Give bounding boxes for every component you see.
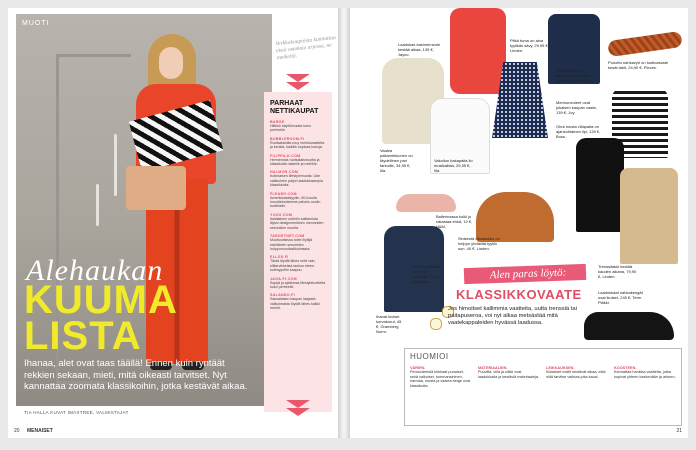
store-name: TARGETNET.COM (270, 234, 305, 239)
store-description: Saksalaisen kaupan laajasta valikoimasta löydät lähes kaikki merkit. (270, 297, 320, 311)
product-caption: Vakoilun hakapaita ilo musikalista, 29,95 €, Illa. (434, 158, 473, 173)
section-title: KLASSIKKOVAATE (456, 287, 582, 302)
black-oxfords (584, 312, 674, 340)
headline-line1: KUUMA (24, 278, 178, 322)
store-description: Hittituk käyttömuotia koko perheelle. (270, 124, 311, 133)
store-description: Italialainen outletin sailtamista lilyksi designmerkkien menneiden sesonkien muotia. (270, 216, 324, 230)
store-description: Tästä löydät lähes mitä vain, ellitarvikkeista laukun eteen kotimyyntiin saapuu. (270, 259, 316, 273)
product-caption: Farkkutakki käy sivulautoja taviteta, 39,95 €, Hunkydory. (556, 68, 592, 83)
store-item (270, 170, 326, 187)
red-scarf (450, 8, 506, 94)
product-caption: Punottu nahkavyö on luottoasuste kesät takit, 24,90 €, Pieces. (608, 60, 669, 70)
store-name: BARGE (270, 120, 285, 124)
brown-satchel (476, 192, 554, 242)
store-item (270, 293, 326, 310)
product-caption: Laadukkaat nahkakengät ovat ikuiset, 245 €, Term Pläkki. (598, 290, 643, 305)
sidebar-title: PARHAAT NETTIKAUPAT (270, 100, 319, 115)
product-caption: Ohut musta villapaita on ajankohtainen ilpi, 139 €, Boss. (556, 124, 601, 139)
earring (430, 318, 442, 330)
product-caption: Merinoneuleet ovat jokaisen kaupan vaate, 139 €, Joy. (556, 100, 597, 115)
page-number: 20 (14, 428, 20, 434)
store-name: FILIPPA-K.COM (270, 153, 301, 158)
store-item (270, 154, 326, 167)
product-caption: Ihanat kiviset korvakorut, 45 €, Gramberg Norm. (376, 314, 402, 334)
ballerina-flats (396, 194, 456, 212)
product-caption: Trenssitakki kestää kauden aikana, 79,90 €, Linden. (598, 264, 637, 279)
store-item (270, 234, 326, 251)
product-caption: Sinisestä olkalaukku on helppo yhdistää tyyliin sun. 40 €, Linden. (458, 236, 500, 251)
model-face (159, 47, 183, 79)
section-label: MUOTI (22, 20, 50, 27)
store-description: Muotiuutisissa tolee lilytlijä edeltävien sesonkien huippumuotivalikoimasta. (270, 238, 313, 251)
door-handle (114, 134, 117, 196)
tip-text: Kannattaa hankkia vaatteita, jotka sopivat yhteen keskenään ja arkeen. (614, 370, 676, 379)
tip-text: Klassiset mallit kestävät aikaa, eikä niitä tarvitse vaihtaa joka kausi. (546, 370, 606, 379)
product-caption: Ballerinassa kulki jo rakastaa ehkä, 10 €, H&M. (436, 214, 473, 229)
braided-belt (607, 31, 683, 57)
store-name: BUBBLEROOM.FI (270, 136, 305, 141)
headline-script: Alehaukan (26, 254, 164, 287)
store-name: ELLOS.FI (270, 255, 289, 260)
tip-column (546, 364, 608, 388)
store-description: Hermennäs ruotsalaismuotia ja klassikoita naiselle ja miehille. (270, 157, 320, 167)
tip-text: Puuvilla, villa ja silkki ovat laadukkaita ja kestäviä materiaaleja. (478, 370, 539, 379)
left-page (8, 8, 338, 438)
store-description: Ruotsalaisilta muy merkkivaatteita ja kenkiä, kaikille sopivaa kokoja. (270, 140, 325, 150)
store-name: HALMOR.COM (270, 170, 299, 175)
magazine-name: MENAISET (26, 428, 53, 434)
door-handle (96, 184, 99, 226)
chevron-down-icon (286, 82, 310, 90)
store-name: YOOX.COM (270, 212, 293, 217)
store-description: Kotimaisen lifestylemuotia. Ube vaikkoinen paljon laadukkaampia klassikkoita. (270, 174, 323, 188)
tip-text: Perusväreistä kirkkaat punaiset, sekä valkoiset, tummansininen, harmaa, musta ja vaalea beige ovat klassikoita. (410, 370, 471, 388)
product-caption: Tummansininen neule on klassikko, 90 €, Lexington. (412, 264, 441, 284)
chevron-down-icon (286, 400, 310, 408)
tip-column (410, 364, 472, 388)
tips-title: HUOMIOI (410, 352, 449, 361)
page-gutter (338, 8, 350, 438)
store-item (270, 192, 326, 209)
headline-line2: LISTA (24, 314, 142, 358)
store-item (270, 120, 326, 133)
product-caption: Pitkä tuma on aina tyylikäs sävy, 29,95 €, Linden. (510, 38, 549, 53)
page-number-left (14, 428, 53, 434)
tip-label: MATERIAALIEN. (478, 366, 508, 370)
store-name: SALANDO.FI (270, 293, 295, 298)
beige-handbag (126, 166, 186, 210)
chevron-down-icon (286, 74, 310, 82)
product-caption: Vaalea paitamekkonen on täydellinen pari farkuille, 34,95 €, Illa. (380, 148, 413, 173)
store-item (270, 255, 326, 272)
page-number-right: 21 (676, 428, 682, 434)
store-name: FLEAMY.COM (270, 191, 297, 196)
handwritten-note: Verkkokaupoista kannattaa etsiä ostoksia arjessa, ne meikeitä. (275, 34, 337, 62)
tip-label: VÄRIEN. (410, 366, 426, 370)
store-description: Sopijä ja ajattomia lifestyletuotteita koko perheelle. (270, 280, 326, 289)
product-caption: Laadukas kashmirneule kestää aikaa, 139 €, Jayco. (398, 42, 441, 57)
tip-label: KOOSTEEN. (614, 366, 637, 370)
store-item (270, 277, 326, 290)
store-name: JAGA.FI.COM (270, 276, 297, 281)
tip-column (614, 364, 676, 388)
store-sidebar (264, 92, 332, 412)
store-description: Amerikkalaistyyliin, 60-luvulta muodistuntamme palvelu uusiin tuotteisiin. (270, 195, 321, 209)
right-page (350, 8, 688, 438)
store-item (270, 213, 326, 230)
intro-text: Ihanaa, alet ovat taas täällä! Ennen kuin ryntäät rekkien sekaan, mieti, mitä oikeasti tarvitset. Nyt kannattaa zoomata klassikoihin, jotka kestävät aikaa. (24, 358, 248, 392)
section-intro: Jos himoitset kallimmia vaatteita, uutta trenssiä tai paitapuseroa, voi nyt alkaa metsästää mitä vaatekappaleiden hyvässä laadussa. (448, 306, 577, 326)
trench-coat (620, 168, 678, 264)
banner-text: Alen paras löytö: (489, 266, 567, 282)
tip-label: LEIKKAUKSEN. (546, 366, 575, 370)
photo-credit: TIA HALLA KUVAT IMAXTREE, VALMISTAJAT (24, 410, 129, 415)
tip-column (478, 364, 540, 388)
chevron-down-icon (286, 408, 310, 416)
store-item (270, 137, 326, 150)
tips-box (404, 348, 682, 426)
black-turtleneck (576, 138, 624, 232)
